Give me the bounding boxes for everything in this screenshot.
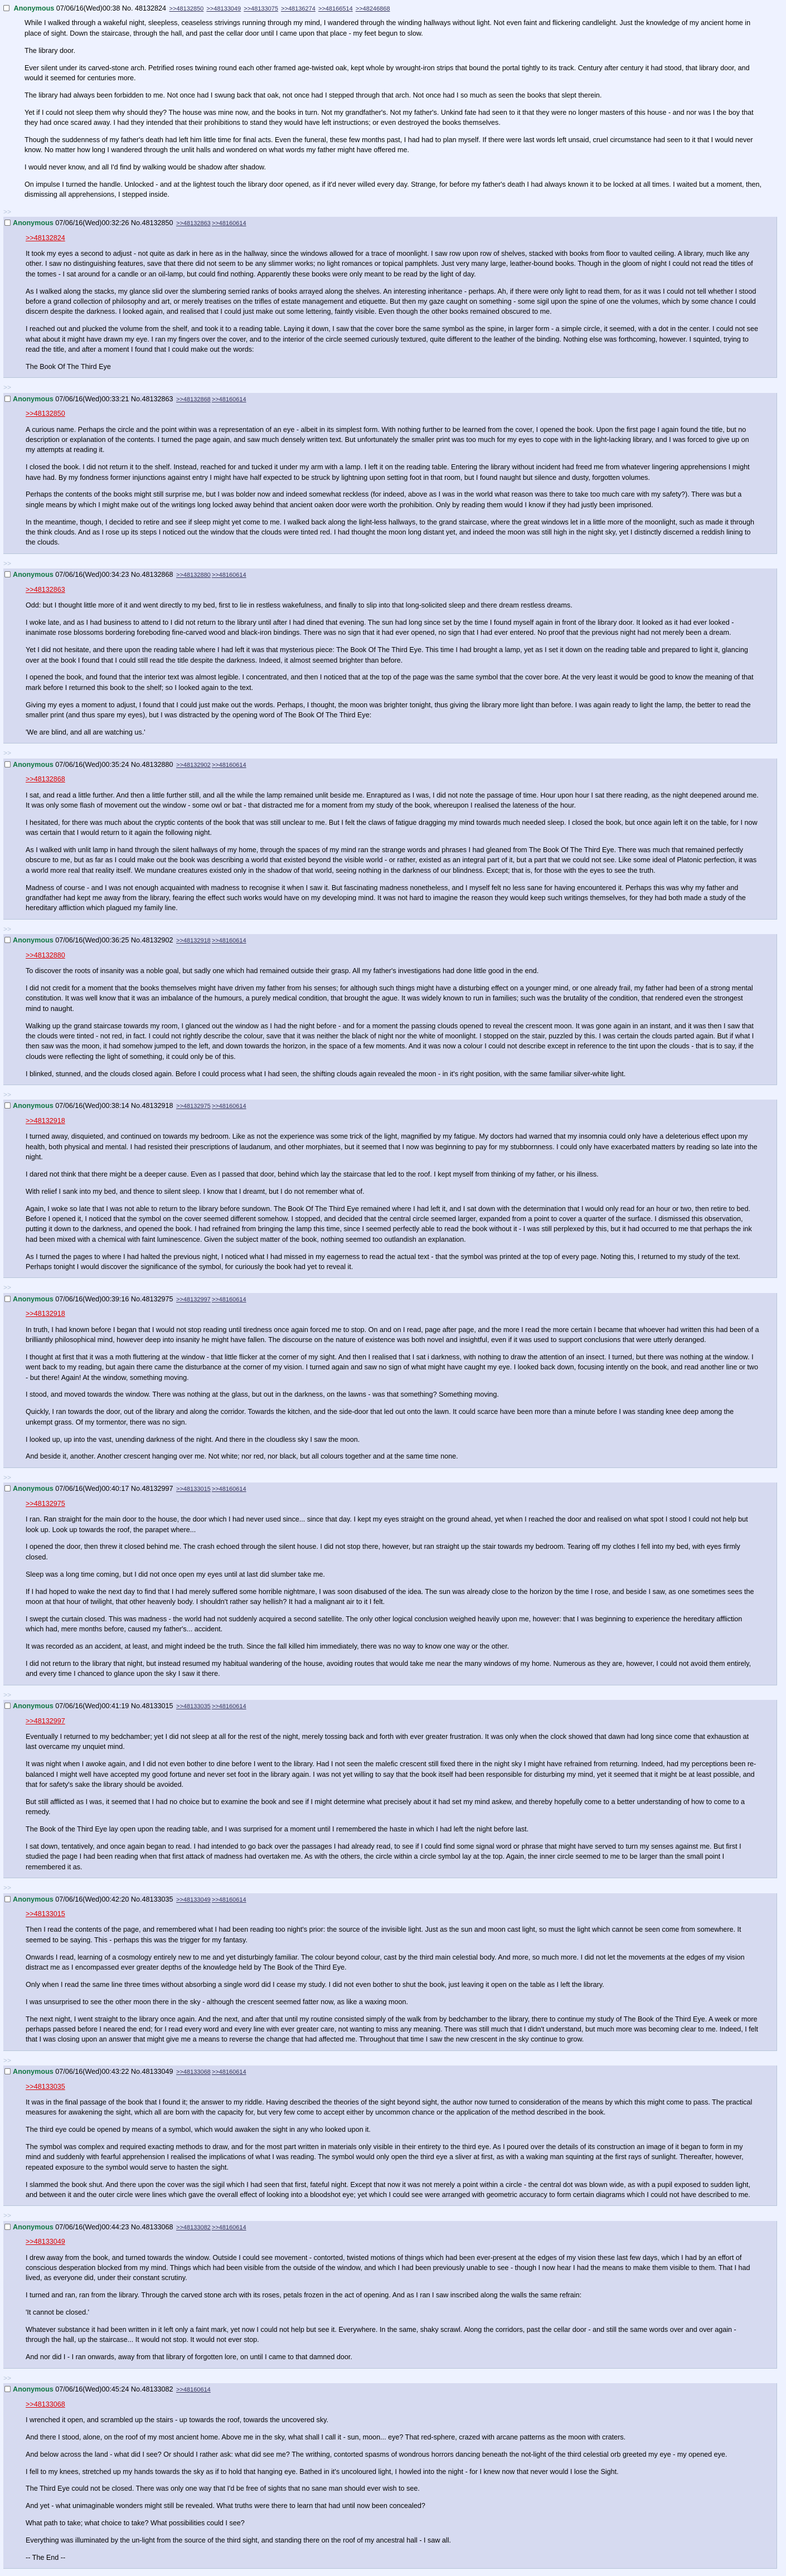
post-datetime: 07/06/16(Wed)00:38:14 No. xyxy=(55,1102,142,1110)
post-info xyxy=(4,1484,773,1494)
side-arrows-icon: >> xyxy=(3,1884,12,1892)
backlinks xyxy=(175,937,246,944)
reply-container xyxy=(3,924,782,1085)
post-paragraph: Walking up the grand staircase towards my room, I glanced out the window as I had the night before - and for a moment the passing clouds opened to reveal the crescent moon. It was gone again in an instant, and it was then I saw that the clouds were tinted - not red, in fact. I could not rightly describe the colour, save that it was neither the black of night nor the white of moonlight. I stopped on the stair, puzzled by this. I was certain the clouds parted again. But if what I then saw was the moon, it had somehow jumped to the left, and down towards the horizon, in the space of a few moments. And it was now a colour I could not describe except in reference to the tint upon the clouds - that is to say, if the clouds were reflecting the light of something, it could only be of this. xyxy=(26,1022,754,1061)
post-paragraph: In truth, I had known before I began that I would not stop reading until tiredness once again forced me to stop. On and on I read, page after page, and the more I read the more certain I became that whoever had written this had been of a brilliantly philosophical mind, however deep into insanity he might have fallen. The discourse on the nature of existence was both novel and insightful, even if it was used to support conclusions that were utterly deranged. xyxy=(26,1325,759,1344)
backlink[interactable]: >>48136274 xyxy=(281,6,316,12)
backlink[interactable]: >>48132863 xyxy=(176,220,211,227)
post-paragraph: Odd: but I thought little more of it and went directly to my bed, first to lie in restless wakefulness, and finally to slip into that long-solicited sleep and there dream restless dreams. xyxy=(26,601,572,610)
post-paragraph: I closed the book. I did not return it to the shelf. Instead, reached for and tucked it under my arm with a lamp. I left it on the reading table. Entering the library without incident had freed me from whatever lingering apprehensions I might have had. By my fondness former injunctions against entry I might have half expected to be struck by lightning upon setting foot in that room, but I found naught but silence and dusty, forgotten volumes. xyxy=(26,463,750,482)
backlink[interactable]: >>48133068 xyxy=(176,2069,211,2076)
reply-post xyxy=(3,759,777,920)
post-number[interactable] xyxy=(142,1295,173,1303)
post-number-link[interactable]: 48133049 xyxy=(142,2068,173,2076)
backlink[interactable]: >>48160614 xyxy=(211,1703,246,1710)
post-select-checkbox[interactable] xyxy=(4,2068,11,2074)
reply-container xyxy=(3,1089,782,1278)
quote-link[interactable]: >>48133049 xyxy=(26,2238,65,2246)
post-message xyxy=(26,2082,760,2200)
side-arrows-icon: >> xyxy=(3,2212,12,2220)
backlink[interactable]: >>48160614 xyxy=(176,2387,211,2394)
post-message xyxy=(26,1716,760,1873)
poster-name: Anonymous xyxy=(13,760,54,769)
post-paragraph: But still afflicted as I was, it seemed that I had no choice but to examine the book and see if I might determine what precisely about it had set my mind askew, and thereby hopefully come to a better understanding of how to come to a remedy. xyxy=(26,1797,745,1816)
post-message xyxy=(26,585,760,738)
side-arrows-icon: >> xyxy=(3,2374,12,2382)
poster-name: Anonymous xyxy=(13,2068,54,2076)
post-paragraph: The Book of the Third Eye lay open upon the reading table, and I was surprised for a moment until I remembered the haste in which I had left the night before last. xyxy=(26,1825,529,1834)
post-paragraph: And beside it, another. Another crescent hanging over me. Not white; nor red, nor black, but all colours together and at the same time none. xyxy=(26,1452,458,1461)
reply-post xyxy=(3,1100,777,1278)
post-paragraph: I dared not think that there might be a deeper cause. Even as I passed that door, behind which lay the staircase that led to the roof. I kept myself from thinking of my father, or his illness. xyxy=(26,1170,599,1178)
backlink[interactable]: >>48160614 xyxy=(211,2224,246,2231)
post-number[interactable] xyxy=(142,2385,173,2393)
quote-link[interactable]: >>48132850 xyxy=(26,410,65,418)
post-paragraph: I looked up, up into the vast, unending darkness of the night. And there in the cloudless sky I saw the moon. xyxy=(26,1435,360,1443)
backlink[interactable]: >>48160614 xyxy=(211,1296,246,1303)
post-paragraph: I woke late, and as I had business to attend to I did not return to the library until after I had dined that evening. The sun had long since set by the time I found myself again in front of the library door. It looked as it had ever looked - inanimate rose blossoms bordering foreboding fine-carved wood and black-iron bindings. There was no sign that it had ever opened, no sign that I had ever entered. No proof that the previous night had not merely been a dream. xyxy=(26,618,734,637)
poster-name: Anonymous xyxy=(13,395,54,403)
post-paragraph: As I turned the pages to where I had halted the previous night, I noticed what I had missed in my eagerness to read the actual text - that the symbol was printed at the top of every page. Noting this, I returned to my study of the text. Perhaps tonight I would discover the significance of the symbol, for curiously the book had yet to reveal it. xyxy=(26,1252,740,1271)
backlink[interactable]: >>48160614 xyxy=(211,1486,246,1493)
post-number-link[interactable]: 48133068 xyxy=(142,2223,173,2231)
backlink[interactable]: >>48160614 xyxy=(211,220,246,227)
backlink[interactable]: >>48132850 xyxy=(169,6,204,12)
reply-post xyxy=(3,1293,777,1468)
reply-post xyxy=(3,217,777,378)
post-datetime: 07/06/16(Wed)00:34:23 No. xyxy=(55,571,142,579)
post-paragraph: The library door. xyxy=(25,46,75,55)
post-paragraph: I turned and ran, ran from the library. Through the carved stone arch with its roses, petals frozen in the act of opening. And as I ran I saw inscribed along the walls the same refrain: xyxy=(26,2291,582,2300)
quote-link[interactable]: >>48132863 xyxy=(26,585,65,594)
post-paragraph: Whatever substance it had been written in it left only a faint mark, yet now I could not help but see it. Everywhere. In the same, shaky scrawl. Along the corridors, past the cellar door - and still the same words over and over again - through the hall, up the staircase... It would not stop. It would not ever stop. xyxy=(26,2326,736,2344)
post-paragraph: And below across the land - what did I see? Or should I rather ask: what did see me? The writhing, contorted spasms of wondrous horrors dancing beneath the not-light of the third celestial orb greeted my eye - my opened eye. xyxy=(26,2450,727,2458)
post-datetime: 07/06/16(Wed)00:40:17 No. xyxy=(55,1485,142,1493)
post-number[interactable] xyxy=(142,761,173,769)
post-select-checkbox[interactable] xyxy=(4,220,11,226)
post-number-link[interactable]: 48132902 xyxy=(142,936,173,945)
post-message xyxy=(26,2237,760,2362)
backlinks xyxy=(175,2387,211,2393)
post-paragraph: And there I stood, alone, on the roof of my most ancient home. Above me in the sky, what shall I call it - sun, moon... eye? That red-sphere, crazed with arcane patterns as the moon with craters. xyxy=(26,2433,626,2441)
op-post-container xyxy=(3,3,782,202)
backlinks xyxy=(175,1897,246,1903)
backlink[interactable]: >>48166514 xyxy=(318,6,353,12)
post-select-checkbox[interactable] xyxy=(4,1102,11,1109)
backlink[interactable]: >>48160614 xyxy=(211,572,246,579)
post-message xyxy=(25,18,768,200)
reply-post xyxy=(3,1700,777,1878)
post-info xyxy=(4,570,773,580)
quote-link[interactable]: >>48132824 xyxy=(26,234,65,242)
post-select-checkbox[interactable] xyxy=(4,937,11,943)
post-paragraph: It was in the final passage of the book that I found it; the answer to my riddle. Having described the theories of the sight beyond sight, the author now turned to consideration of the means by which this might come to pass. The practical measures for awakening the sight, which all are born with the capacity for, but very few come to accept either by uncommon chance or the application of the method described in the book. xyxy=(26,2098,753,2117)
quote-link[interactable]: >>48133015 xyxy=(26,1909,65,1918)
post-paragraph: 'We are blind, and all are watching us.' xyxy=(26,728,145,736)
backlinks xyxy=(175,2069,246,2076)
post-select-checkbox[interactable] xyxy=(4,1485,11,1491)
post-number-link[interactable]: 48132997 xyxy=(142,1485,173,1493)
post-info xyxy=(4,2067,773,2077)
post-paragraph: Everything was illuminated by the un-light from the source of the third sight, and standing there on the roof of my ancestral hall - I saw all. xyxy=(26,2536,452,2545)
backlinks xyxy=(175,1703,246,1710)
post-datetime: 07/06/16(Wed)00:42:20 No. xyxy=(55,1895,142,1903)
post-paragraph: Giving my eyes a moment to adjust, I found that I could just make out the words. Perhaps, I thought, the moon was brighter tonight, thus giving the library more light than before. I was again ready to light the lamp, the better to read the smaller print (and thus spare my eyes), but I was distracted by the opening word of The Book Of The Third Eye: xyxy=(26,701,751,720)
poster-name: Anonymous xyxy=(13,571,54,579)
post-number-link[interactable]: 48132880 xyxy=(142,760,173,769)
post-datetime: 07/06/16(Wed)00:45:24 No. xyxy=(55,2385,142,2394)
post-paragraph: I ran. Ran straight for the main door to the house, the door which I had never used since... since that day. I kept my eyes straight on the ground ahead, yet when I reached the door and realised on what spot I stood I could not help but look up. Look up towards the roof, the parapet where... xyxy=(26,1515,748,1534)
post-select-checkbox[interactable] xyxy=(4,2386,11,2392)
poster-name: Anonymous xyxy=(13,1702,54,1710)
reply-post xyxy=(3,393,777,554)
reply-post xyxy=(3,1483,777,1685)
post-message xyxy=(26,2399,760,2563)
reply-container xyxy=(3,558,782,744)
post-number-link[interactable]: 48132824 xyxy=(134,4,167,12)
reply-post xyxy=(3,568,777,743)
reply-post xyxy=(3,1893,777,2051)
post-paragraph: And nor did I - I ran onwards, away from that library of forgotten lore, on until I came to that damned door. xyxy=(26,2353,352,2361)
side-arrows-icon: >> xyxy=(3,2056,12,2064)
post-select-checkbox[interactable] xyxy=(4,2224,11,2230)
backlinks xyxy=(175,762,246,769)
backlink[interactable]: >>48246868 xyxy=(355,6,390,12)
post-number[interactable] xyxy=(142,219,173,227)
reply-post xyxy=(3,2065,777,2206)
post-message xyxy=(26,1309,760,1462)
post-paragraph: And yet - what unimaginable wonders might still be revealed. What truths were there to learn that had until now been concealed? xyxy=(26,2502,425,2510)
post-datetime: 07/06/16(Wed)00:36:25 No. xyxy=(55,936,142,945)
post-paragraph: On impulse I turned the handle. Unlocked - and at the lightest touch the library door opened, as if it'd never willed every day. Strange, for before my father's death I had always known it to be locked at all times. I waited but a moment, then, dismissing all apprehensions, I stepped inside. xyxy=(25,181,762,199)
backlinks xyxy=(175,572,246,579)
reply-container xyxy=(3,2055,782,2206)
backlink[interactable]: >>48133015 xyxy=(176,1486,211,1493)
side-arrows-icon: >> xyxy=(3,207,12,216)
post-info xyxy=(4,2384,773,2394)
poster-name: Anonymous xyxy=(13,1102,54,1110)
backlink[interactable]: >>48160614 xyxy=(211,1103,246,1110)
reply-container xyxy=(3,382,782,554)
post-paragraph: I drew away from the book, and turned towards the window. Outside I could see movement - contorted, twisted motions of things which had been ever-present at the edges of my vision these last few days, which I had by an effort of conscious desperation blocked from my mind. Things which had been visible from the outside of the window, and which I had been previously unable to see - though I now hear I had the means to make them visible to them. That I had lived, as everyone did, under their constant scrutiny. xyxy=(26,2253,750,2282)
post-number[interactable] xyxy=(142,1102,173,1110)
quote-link[interactable]: >>48132868 xyxy=(26,775,65,784)
post-datetime: 07/06/16(Wed)00:32:26 No. xyxy=(55,219,142,227)
post-paragraph: It was recorded as an accident, at least, and might indeed be the truth. Since the fall killed him immediately, there was no way to know one way or the other. xyxy=(26,1642,510,1650)
post-paragraph: The library had always been forbidden to me. Not once had I swung back that oak, not once had I stepped through that arch. Not once had I so much as seen the books that slept therein. xyxy=(25,91,602,99)
post-paragraph: I opened the door, then threw it closed behind me. The crash echoed through the silent house. I did not stop there, however, but ran straight up the stair towards my bedroom. Tearing off my clothes I fell into my bed, with eyes firmly closed. xyxy=(26,1543,740,1561)
post-paragraph: I fell to my knees, stretched up my hands towards the sky as if to hold that hanging eye. Bathed in it's uncoloured light, I howled into the night - for I knew now that never would I lose the Sight. xyxy=(26,2467,619,2476)
post-paragraph: I slammed the book shut. And there upon the cover was the sigil which I had seen that first, fateful night. Except that now it was not merely a point within a circle - the central dot was blown wide, as with a pupil exposed to sudden light, and between it and the outer circle were lines which gave the overall effect of looking into a bloodshot eye; yet which I could see were arranged with geometric accuracy to form certain diagrams which I could not have described to me. xyxy=(26,2180,750,2199)
post-paragraph: If I had hoped to wake the next day to find that I had merely suffered some horrible nightmare, I was soon disabused of the idea. The sun was already close to the horizon by the time I rose, and beside I saw, as one sometimes sees the moon at that hour of twilight, that other heavenly body. I shouldn't rather say hellish? It had a malignant air to it I felt. xyxy=(26,1587,754,1606)
post-paragraph: While I walked through a wakeful night, sleepless, ceaseless strivings running through my mind, I wandered through the winding hallways without light. Not even faint and flickering candlelight. Just the knowledge of my ancient home in place of sight. Down the staircase, through the hall, and past the cellar door until I came upon that place - my feet begun to slow. xyxy=(25,19,751,37)
backlink[interactable]: >>48132880 xyxy=(176,572,211,579)
post-paragraph: As I walked along the stacks, my glance slid over the slumbering serried ranks of books arrayed along the shelves. An interesting inheritance - perhaps. Ah, if there were only light to read them, for as it was I could not tell whether I stood before a grand collection of philosophy and art, or merely treatises on the trifles of estate management and etiquette. But then my gaze caught on something - some sigil upon the spine of one the volumes, which by some chance I could discern despite the darkness. I looked again, and realised that I could just make out some lettering, faintly visible. Even though the other books remained obscured to me. xyxy=(26,287,756,316)
post-number-link[interactable]: 48133082 xyxy=(142,2385,173,2394)
post-message xyxy=(26,1909,760,2045)
post-datetime: 07/06/16(Wed)00:38 No. xyxy=(56,4,133,12)
backlink[interactable]: >>48133049 xyxy=(206,6,241,12)
post-paragraph: With relief I sank into my bed, and thence to silent sleep. I know that I dreamt, but I do not remember what of. xyxy=(26,1187,365,1195)
post-paragraph: The symbol was complex and required exacting methods to draw, and for the most part written in materials only visible in their entirety to the third eye. As I poured over the details of its construction an image of it began to form in my mind and suddenly with fearful apprehension I realised the implications of what I was reading. The symbol would only open the third eye a sliver at first, as with a waking man squinting at the first rays of sunlight. Thereafter, however, repeated exposure to the symbol would serve to hasten the sight. xyxy=(26,2143,744,2171)
post-datetime: 07/06/16(Wed)00:43:22 No. xyxy=(55,2068,142,2076)
post-number[interactable] xyxy=(142,571,173,579)
reply-post xyxy=(3,2383,777,2569)
post-message xyxy=(26,1116,760,1272)
post-paragraph: Yet I did not hesitate, and there upon the reading table where I had left it was that mysterious piece: The Book Of The Third Eye. This time I had brought a lamp, yet as I set it down on the reading table and prepared to light it, glancing over at the book I found that I could still read the title despite the darkness. Indeed, it almost seemed brighter than before. xyxy=(26,646,748,664)
quote-link[interactable]: >>48133035 xyxy=(26,2082,65,2091)
backlink[interactable]: >>48133049 xyxy=(176,1896,211,1903)
quote-link[interactable]: >>48133068 xyxy=(26,2400,65,2408)
side-arrows-icon: >> xyxy=(3,1690,12,1699)
post-paragraph: I wrenched it open, and scrambled up the stairs - up towards the roof, towards the uncovered sky. xyxy=(26,2415,328,2424)
post-datetime: 07/06/16(Wed)00:41:19 No. xyxy=(55,1702,142,1710)
side-arrows-icon: >> xyxy=(3,559,12,567)
post-select-checkbox[interactable] xyxy=(4,396,11,402)
replies-list xyxy=(3,206,782,2569)
post-paragraph: Then I read the contents of the page, and remembered what I had been reading too night's prior: the source of the invisible light. Just as the sun and moon cast light, so must the light which cannot be seen come from somewhere. It seemed to be saying. This - perhaps this was the trigger for my fantasy. xyxy=(26,1926,741,1944)
backlink[interactable]: >>48160614 xyxy=(211,396,246,403)
post-paragraph: Perhaps the contents of the books might still surprise me, but I was bolder now and indeed somewhat reckless (for indeed, above as I was in the world what reason was there to take too much care with my safety?). There was but a single means by which I might make out of the writings long locked away behind that ancient oaken door were worth the prohibition. Only by reading them would I know if they had justly been imprisoned. xyxy=(26,490,742,509)
post-number-link[interactable]: 48132918 xyxy=(142,1102,173,1110)
reply-container xyxy=(3,1282,782,1468)
post-number[interactable] xyxy=(142,2223,173,2231)
post-number-link[interactable]: 48133015 xyxy=(142,1702,173,1710)
side-arrows-icon: >> xyxy=(3,925,12,933)
post-paragraph: The third eye could be opened by means of a symbol, which would awaken the sight in any who looked upon it. xyxy=(26,2126,371,2134)
side-arrows-icon: >> xyxy=(3,1284,12,1292)
post-select-checkbox[interactable] xyxy=(4,1296,11,1302)
post-info xyxy=(4,935,773,945)
backlink[interactable]: >>48160614 xyxy=(211,2069,246,2076)
post-datetime: 07/06/16(Wed)00:39:16 No. xyxy=(55,1295,142,1303)
post-paragraph: I reached out and plucked the volume from the shelf, and took it to a reading table. Laying it down, I saw that the cover bore the same symbol as the spine, in larger form - a simple circle, it seemed, with a dot in the center. I could not see what about it might have drawn my eye. I ran my fingers over the cover, and to the interior of the circle seemed curiously textured, quite different to the leather of the binding. Nothing else was forthcoming, however. I squinted, trying to read the title, and after a moment I found that I could make out the words: xyxy=(26,325,758,354)
side-arrows-icon: >> xyxy=(3,1473,12,1481)
post-paragraph: I opened the book, and found that the interior text was almost legible. I concentrated, and then I noticed that at the top of the page was the same symbol that the cover bore. At the very least it would be good to know the meaning of that mark before I returned this book to the shelf; so I looked again to the text. xyxy=(26,673,754,692)
post-number-link[interactable]: 48132850 xyxy=(142,219,173,227)
post-select-checkbox[interactable] xyxy=(4,571,11,577)
post-paragraph: I hesitated, for there was much about the cryptic contents of the book that was still unclear to me. But I felt the claws of fatigue dragging my mind towards much needed sleep. I closed the book, but once again left it on the table, for I now was certain that I would return to it again the following night. xyxy=(26,818,758,837)
side-arrows-icon: >> xyxy=(3,383,12,392)
post-paragraph: I did not return to the library that night, but instead resumed my habitual wandering of the house, avoiding routes that would take me near the many windows of my home. Numerous as they are, however, I could not avoid them entirely, and every time I chanced to glance upon the sky I saw it there. xyxy=(26,1659,751,1678)
post-paragraph: I blinked, stunned, and the clouds closed again. Before I could process what I had seen, the shifting clouds again revealed the moon - in it's right position, with the same familiar silver-white light. xyxy=(26,1070,626,1078)
reply-container xyxy=(3,747,782,920)
post-number-link[interactable]: 48132863 xyxy=(142,395,173,403)
quote-link[interactable]: >>48132918 xyxy=(26,1116,65,1125)
post-paragraph: I sat, and read a little further. And then a little further still, and all the while the lamp remained unlit beside me. Enraptured as I was, I did not note the passage of time. Hour upon hour I sat there reading, as the night deepened around me. It was only some flash of movement out the window - some owl or bat - that distracted me for a moment from my study of the book, whereupon I realised the lateness of the hour. xyxy=(26,791,759,809)
post-paragraph: I was unsurprised to see the other moon there in the sky - although the crescent seemed fatter now, as like a waxing moon. xyxy=(26,1997,409,2006)
post-paragraph: Ever silent under its carved-stone arch. Petrified roses twining round each other framed age-twisted oak, kept whole by wrought-iron strips that bound the portal tightly to its track. Century after century it had stood, that library door, and would it seemed for centuries more. xyxy=(25,64,750,82)
poster-name: Anonymous xyxy=(13,219,54,227)
post-number[interactable] xyxy=(142,2068,173,2076)
post-paragraph: Only when I read the same line three times without absorbing a single word did I cease my study. I did not even bother to shut the book, just leaving it open on the table as I left the library. xyxy=(26,1980,604,1989)
post-number[interactable] xyxy=(142,1702,173,1710)
post-number-link[interactable]: 48133035 xyxy=(142,1895,173,1903)
post-paragraph: The Third Eye could not be closed. There was only one way that I'd be free of sights that no sane man should ever wish to see. xyxy=(26,2485,420,2493)
post-select-checkbox[interactable] xyxy=(3,5,9,11)
poster-name: Anonymous xyxy=(13,2223,54,2231)
post-number[interactable] xyxy=(142,395,173,403)
post-paragraph: In the meantime, though, I decided to retire and see if sleep might yet come to me. I walked back along the light-less hallways, to the grand staircase, where the great windows let in a little more of the moonlight, such as made it through the think clouds. And as I rose up its steps I noticed out the window that the clouds were tinted red. I had thought the moon long distant yet, and indeed the moon was still high in the night sky, yet I distinctly discerned a reddish lining to the clouds. xyxy=(26,518,754,547)
backlinks xyxy=(175,220,246,227)
poster-name: Anonymous xyxy=(13,936,54,945)
op-post xyxy=(3,3,782,202)
reply-post xyxy=(3,934,777,1085)
quote-link[interactable]: >>48132997 xyxy=(26,1717,65,1725)
post-info xyxy=(4,1701,773,1711)
backlink[interactable]: >>48160614 xyxy=(211,761,246,769)
post-paragraph: The Book Of The Third Eye xyxy=(26,362,111,371)
backlink[interactable]: >>48160614 xyxy=(211,1896,246,1903)
post-paragraph: A curious name. Perhaps the circle and the point within was a representation of an eye - albeit in its simplest form. With nothing further to be learned from the cover, I opened the book. Upon the first page I again found the title, but no description or explanation of the contents. I turned the page again, and saw much densely written text. But unfortunately the smaller print was too much for my eyes to cope with in the light-lacking library, and I was forced to give up on my attempts at reading it. xyxy=(26,425,749,454)
backlinks xyxy=(175,1103,246,1110)
side-arrows-icon: >> xyxy=(3,749,12,757)
post-paragraph: I swept the curtain closed. This was madness - the world had not suddenly acquired a second satellite. The only other logical conclusion weighed heavily upon me, however: that I was beginning to experience the hereditary affliction which had, mere months before, caused my father's... accident. xyxy=(26,1615,743,1634)
poster-name: Anonymous xyxy=(13,4,55,12)
post-message xyxy=(26,774,760,913)
post-select-checkbox[interactable] xyxy=(4,1703,11,1709)
post-info xyxy=(4,1894,773,1904)
reply-container xyxy=(3,2210,782,2368)
backlink[interactable]: >>48160614 xyxy=(211,937,246,945)
backlink[interactable]: >>48133082 xyxy=(176,2224,211,2231)
post-paragraph: I stood, and moved towards the window. There was nothing at the glass, but out in the darkness, on the lawns - was that something? Something moving. xyxy=(26,1391,499,1399)
post-paragraph: It was night when I awoke again, and I did not even bother to dine before I went to the library. Had I not seen the malefic crescent still fixed there in the night sky I might have refrained from returning. Indeed, had my perceptions been re-balanced I might well have accepted my good fortune and never set foot in the library again. I was not yet willing to say that the book itself had been responsible for disturbing my mind, yet it seemed that it might be at least possible, and that for safety's sake the library should be avoided. xyxy=(26,1760,756,1788)
post-paragraph: Though the suddenness of my father's death had left him little time for final acts. Even the funeral, these few months past, I had had to plan myself. If there were last words left unsaid, cruel circumstance had seen to it that I would never know. No matter how long I wandered through the unlit halls and wondered on what words my father might have offered me. xyxy=(25,135,753,154)
post-paragraph: To discover the roots of insanity was a noble goal, but sadly one which had remained outside their grasp. All my father's investigations had done little good in the end. xyxy=(26,967,539,975)
post-paragraph: It took my eyes a second to adjust - not quite as dark in here as in the hallway, since the windows allowed for a trace of moonlight. I saw row upon row of shelves, stacked with books from floor to vaulted ceiling. A library, much like any other. I saw no distinguishing features, save that there did not seem to be any slimmer works; no light romances or topical pamphlets. Just very many large, leather-bound books. Though in the gloom of night I could not read the titles of the tomes - I sat around for a candle or an oil-lamp, but could find nothing. Apparently these books were only meant to be read by the light of day. xyxy=(26,250,753,278)
post-paragraph: As I walked with unlit lamp in hand through the silent hallways of my home, through the spaces of my mind ran the strange words and phrases I had gleaned from The Book Of The Third Eye. There was much that remained perfectly obscure to me, but as far as I could make out the book was describing a world that existed beyond the visible world - or rather, existed as an integral part of it, but a part that we could not see. Like some ideal of Platonic perfection, it was a world more real that reality itself. We mundane creatures existed only in the shadow of that world, seeing nothing in the darkness of our blindness. Except; that is, for those with the eyes to see the truth. xyxy=(26,846,757,874)
quote-link[interactable]: >>48132975 xyxy=(26,1499,65,1508)
reply-container xyxy=(3,1689,782,1878)
backlink[interactable]: >>48132902 xyxy=(176,761,211,769)
post-paragraph: I thought at first that it was a moth fluttering at the window - that little flicker at the corner of my sight. And then I realised that I sat i darkness, with nothing to draw the attention of an insect. I turned, but there was nothing at the window. I went back to my reading, but again there came the disturbance at the corner of my vision. I turned again and saw no sign of what might have caught my eye. I looked back down, focusing intently on the book, and read another line or two - but there! Again! At the window, something moving. xyxy=(26,1353,759,1382)
post-message xyxy=(26,1499,760,1679)
post-info xyxy=(4,760,773,770)
backlink[interactable]: >>48132868 xyxy=(176,396,211,403)
reply-container xyxy=(3,1882,782,2051)
backlinks xyxy=(175,1296,246,1303)
post-info xyxy=(4,394,773,404)
post-message xyxy=(26,950,760,1079)
reply-container xyxy=(3,1472,782,1685)
backlinks xyxy=(175,2224,246,2231)
post-select-checkbox[interactable] xyxy=(4,1896,11,1902)
post-paragraph: 'It cannot be closed.' xyxy=(26,2308,90,2317)
post-datetime: 07/06/16(Wed)00:44:23 No. xyxy=(55,2223,142,2231)
post-info xyxy=(4,1294,773,1304)
post-paragraph: I did not credit for a moment that the books themselves might have driven my father from his senses; for although such things might have a disturbing effect on a younger mind, or one already frail, my father had been of a strong mental constitution. It was well know that it was an imbalance of the humours, a purely medical condition, that brought the ague. It was widely known to run in families; such was the brutality of the condition, that rendered even the strongest mind to naught. xyxy=(26,984,753,1013)
post-paragraph: Sleep was a long time coming, but I did not once open my eyes until at last did slumber take me. xyxy=(26,1570,325,1578)
post-paragraph: Yet if I could not sleep them why should they? The house was mine now, and the books in turn. Not my grandfather's. Not my father's. Unkind fate had seen to it that they were no longer masters of this house - and nor was I the boy that they had once scared away. I had they intended that their prohibitions to stand they would have left instructions; or even destroyed the books themselves. xyxy=(25,108,754,127)
post-paragraph: I sat down, tentatively, and once again began to read. I had intended to go back over the passages I had already read, to see if I could find some signal word or phrase that might have served to turn my senses against me. But first I studied the page I had been reading when that first attack of madness had overtaken me. As with the others, the circle within a circle symbol lay at the top. Again, the inner circle seemed to me to be larger than the small point I remembered it as. xyxy=(26,1842,741,1871)
post-message xyxy=(26,409,760,548)
backlink[interactable]: >>48132975 xyxy=(176,1103,211,1110)
reply-post xyxy=(3,2221,777,2369)
post-message xyxy=(26,233,760,372)
poster-name: Anonymous xyxy=(13,1295,54,1303)
poster-name: Anonymous xyxy=(13,1485,54,1493)
post-number[interactable] xyxy=(135,4,166,12)
post-paragraph: Onwards I read, learning of a cosmology entirely new to me and yet disturbingly familiar. The colour beyond colour, cast by the third main celestial body. And more, so much more. I did not let the movements at the edges of my vision distract me as I encompassed ever greater depths of the knowledge held by The Book of the Third Eye. xyxy=(26,1953,745,1971)
post-paragraph: Again, I woke so late that I was not able to return to the library before sundown. The Book Of The Third Eye remained where I had left it, and I sat down with the determination that I would only read for an hour or two, then retire to bed. Before I opened it, I noticed that the symbol on the cover seemed different somehow. I stopped, and decided that the central circle seemed larger, expanded from a point to cover a quarter of the surface. I dismissed this observation, putting it down to the darkness, and opened the book. I had refrained from bringing the lamp this time, since I seemed perfectly able to read the book without it - I was still perplexed by this, but it had occurred to me that perhaps the ink had been mixed with a chemical with faint luminescence. Given the subject matter of the book, nothing seemed too outlandish an explanation. xyxy=(26,1204,752,1243)
backlinks xyxy=(175,1486,246,1493)
post-paragraph: What path to take; what choice to take? What possibilities could I see? xyxy=(26,2519,245,2528)
backlink[interactable]: >>48133075 xyxy=(244,6,279,12)
post-paragraph: I would never know, and all I'd find by walking would be shadow after shadow. xyxy=(25,163,266,172)
post-info xyxy=(3,3,782,13)
post-info xyxy=(4,218,773,228)
reply-container xyxy=(3,206,782,378)
backlink[interactable]: >>48132997 xyxy=(176,1296,211,1303)
post-paragraph: -- The End -- xyxy=(26,2553,66,2562)
post-number[interactable] xyxy=(142,1485,173,1493)
post-info xyxy=(4,1101,773,1111)
post-number[interactable] xyxy=(142,1895,173,1903)
reply-container xyxy=(3,2373,782,2569)
post-paragraph: Eventually I returned to my bedchamber; yet I did not sleep at all for the rest of the night, merely tossing back and forth with ever greater frustration. It was only when the clock showed that dawn had long since come that exhaustion at last overcame my unquiet mind. xyxy=(26,1732,749,1751)
side-arrows-icon: >> xyxy=(3,1090,12,1099)
poster-name: Anonymous xyxy=(13,1895,54,1903)
quote-link[interactable]: >>48132918 xyxy=(26,1310,65,1318)
backlinks xyxy=(175,396,246,403)
backlinks xyxy=(168,6,390,12)
quote-link[interactable]: >>48132880 xyxy=(26,951,65,959)
poster-name: Anonymous xyxy=(13,2385,54,2394)
post-paragraph: Quickly, I ran towards the door, out of the library and along the corridor. Towards the kitchen, and the side-door that led out onto the lawn. It could scarce have been more than a minute before I was standing knee deep among the unkempt grass. Of my tormentor, there was no sign. xyxy=(26,1408,734,1426)
post-paragraph: Madness of course - and I was not enough acquainted with madness to recognise it when I saw it. But fascinating madness nonetheless, and I myself felt no less sane for having encountered it. Perhaps this was why my father and grandfather had kept me away from the library, fearing the effect such works would have on my developing mind. It was not hard to imagine the reason they would keep such writings themselves, for they had both made a study of the hereditary affliction which plagued my family line. xyxy=(26,883,746,912)
post-select-checkbox[interactable] xyxy=(4,761,11,767)
post-info xyxy=(4,2222,773,2232)
post-number[interactable] xyxy=(142,936,173,944)
post-datetime: 07/06/16(Wed)00:35:24 No. xyxy=(55,760,142,769)
post-number-link[interactable]: 48132975 xyxy=(142,1295,173,1303)
post-paragraph: I turned away, disquieted, and continued on towards my bedroom. Like as not the experience was some trick of the light, magnified by my fatigue. My doctors had warned that my insomnia could only have a deleterious effect upon my health, both physical and mental. I had resisted their prescriptions of laudanum, and other morphiates, but it seemed that I now was beginning to pay for my stubbornness. I could only have exacerbated matters by reading so late into the night. xyxy=(26,1133,758,1161)
post-datetime: 07/06/16(Wed)00:33:21 No. xyxy=(55,395,142,403)
backlink[interactable]: >>48132918 xyxy=(176,937,211,945)
backlink[interactable]: >>48133035 xyxy=(176,1703,211,1710)
post-paragraph: The next night, I went straight to the library once again. And the next, and after that until my routine consisted simply of the walk from by bedchamber to the library, there to continue my study of The Book of the Third Eye. A week or more perhaps passed before I neared the end; for I read every word and every line with ever greater care, not wanting to miss any meaning. There was still much that I didn't understand, but much more was becoming clear to me. Indeed, I felt that I was closing upon an answer that might give me a means to reverse the change that had affected me. Throughout that time I saw the new crescent in the sky continue to grow. xyxy=(26,2015,759,2044)
post-number-link[interactable]: 48132868 xyxy=(142,571,173,579)
